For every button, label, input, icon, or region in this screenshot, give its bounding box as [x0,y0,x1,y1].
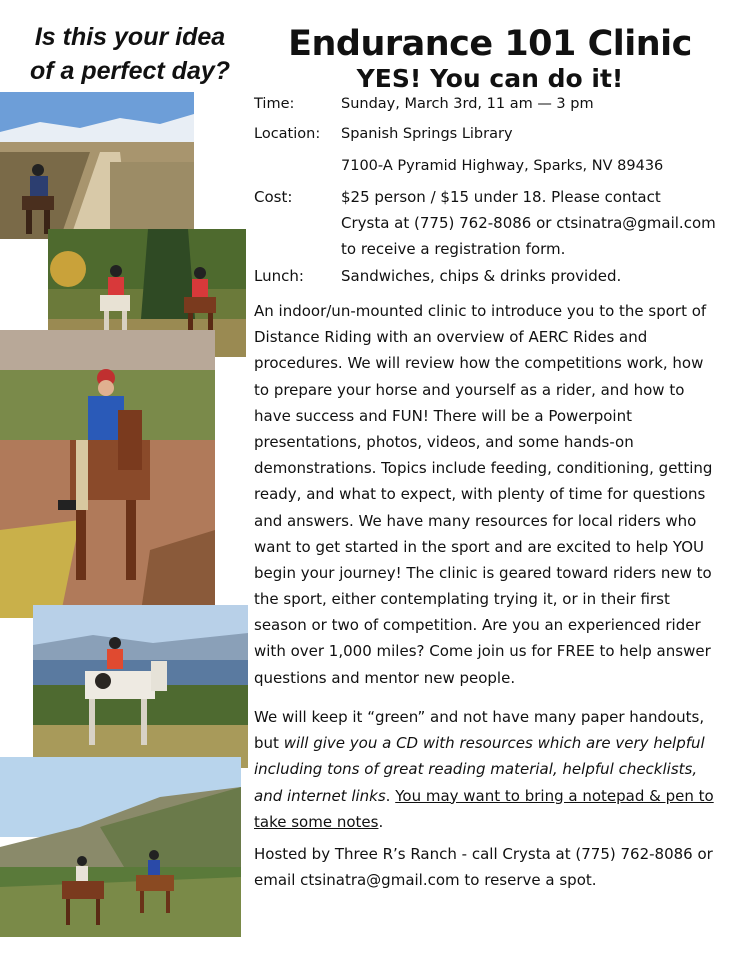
description-line: with over 1,000 miles? Come join us for FREE to help answer [254,642,711,661]
tagline [10,20,250,88]
description-line: begin your journey! The clinic is geared toward riders new to [254,563,712,582]
description-paragraph [254,298,724,691]
green-line-1 [254,704,724,730]
description-line: demonstrations. Topics include feeding, conditioning, getting [254,459,713,478]
time-value: Sunday, March 3rd, 11 am — 3 pm [341,96,594,112]
description-line: questions and mentor new people. [254,668,516,687]
green-line-2 [254,730,724,756]
green-italic-text: will give you a CD with resources which are very helpful [283,734,705,753]
description-line: presentations, photos, videos, and some hands-on [254,432,634,451]
green-paragraph [254,704,724,835]
green-underlined-text: take some notes [254,812,379,831]
cost-line-1: $25 person / $15 under 18. Please contact [341,188,661,206]
green-text: but [254,734,284,753]
photo-trail-rider-mountains [0,92,194,239]
photo-rider-white-horse-lake [33,605,248,768]
description-line: the sport, either contemplating trying it, or in their first [254,590,670,609]
description-line: procedures. We will review how the competitions work, how [254,354,704,373]
green-line-3 [254,756,724,782]
hosted-line-1: Hosted by Three R’s Ranch - call Crysta at (775) 762-8086 or [254,845,713,863]
tagline-line-1: Is this your idea [34,23,226,51]
description-line: to prepare your horse and yourself as a rider, and how to [254,380,685,399]
green-text: We will keep it “green” and not have many paper handouts, [254,708,705,726]
description-line: An indoor/un-mounted clinic to introduce you to the sport of [254,302,707,320]
page-title: Endurance 101 Clinic [288,24,692,64]
green-text: . [385,786,396,805]
description-line: ready, and what to expect, with plenty of time for questions [254,485,706,504]
photo-rider-blue-shirt [0,330,215,618]
description-line: Distance Riding with an overview of AERC Rides and [254,328,648,347]
green-line-4 [254,783,724,809]
hosted-paragraph [254,841,724,893]
description-line: and answers. We have many resources for local riders who [254,511,697,530]
location-line-2: 7100-A Pyramid Highway, Sparks, NV 89436 [341,158,664,174]
description-line: have success and FUN! There will be a Powerpoint [254,406,632,425]
cost-line-3: to receive a registration form. [341,240,566,258]
page-subtitle: YES! You can do it! [356,64,624,93]
photo-riders-mountain-valley [0,757,241,937]
description-line: want to get started in the sport and are excited to help YOU [254,537,705,556]
green-line-5 [254,809,724,835]
green-italic-text: including tons of great reading material, helpful checklists, [254,760,698,779]
lunch-value: Sandwiches, chips & drinks provided. [341,267,622,285]
time-label: Time: [254,96,295,112]
location-label: Location: [254,126,321,142]
hosted-line-2: email ctsinatra@gmail.com to reserve a spot. [254,871,597,890]
tagline-line-2: of a perfect day? [29,57,231,85]
lunch-label: Lunch: [254,267,304,285]
description-line: season or two of competition. Are you an experienced rider [254,616,701,635]
green-text: . [378,812,384,831]
location-line-1: Spanish Springs Library [341,126,513,142]
cost-label: Cost: [254,188,293,206]
green-underlined-text: You may want to bring a notepad & pen to [395,786,714,805]
green-italic-text: and internet links [254,786,386,805]
cost-line-2: Crysta at (775) 762-8086 or ctsinatra@gmail.com [341,214,716,232]
